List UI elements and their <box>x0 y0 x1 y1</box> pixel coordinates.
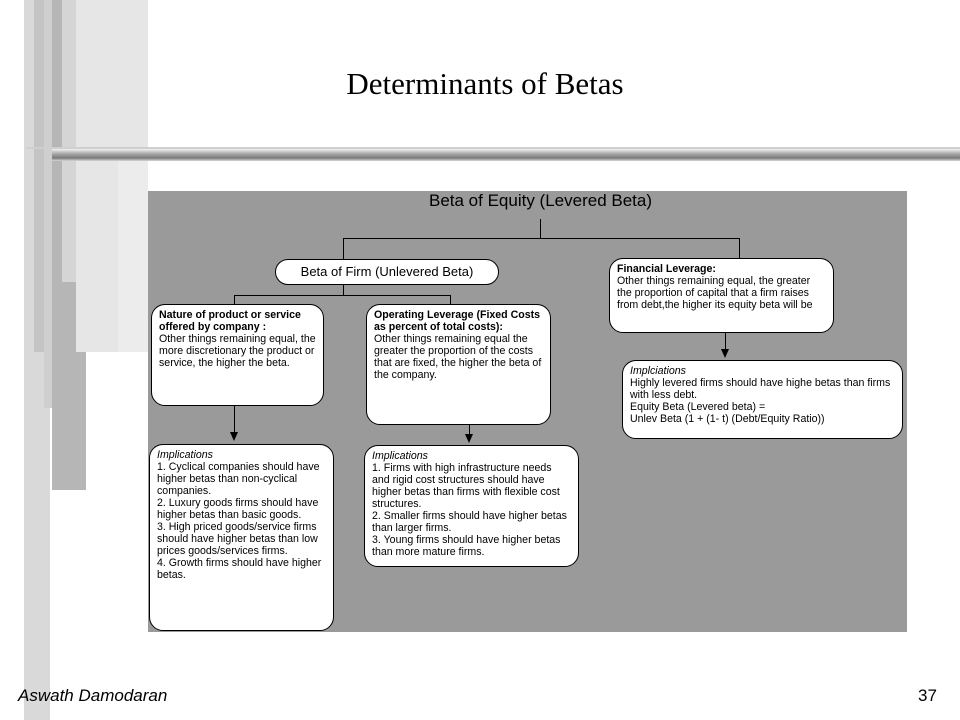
arrow-down <box>465 434 473 443</box>
financial-implications-body: Highly levered firms should have highe betas than firms with less debt. Equity Beta (Levered beta) = Unlev Beta (1 + (1- t) (Debt/Equity Ratio)) <box>630 377 891 425</box>
operating-node <box>366 304 551 425</box>
operating-heading: Operating Leverage (Fixed Costs as percent of total costs): <box>374 309 541 333</box>
connector <box>234 406 235 433</box>
connector <box>343 238 344 260</box>
financial-body: Other things remaining equal, the greater the proportion of capital that a firm raises from debt,the higher its equity beta will be <box>617 275 813 311</box>
diagram-panel <box>148 191 907 632</box>
financial-node <box>609 258 834 333</box>
financial-implications-heading: Implciations <box>630 365 686 377</box>
connector <box>540 219 541 239</box>
nature-body: Other things remaining equal, the more discretionary the product or service, the higher the beta. <box>159 333 316 369</box>
operating-implications-body: 1. Firms with high infrastructure needs and rigid cost structures should have higher betas than firms with flexible cost structures. 2. Smaller firms should have higher betas than larger firms. 3. Young firms should have higher betas than more mature firms. <box>372 462 567 558</box>
operating-body: Other things remaining equal the greater the proportion of the costs that are fixed, the higher the beta of the company. <box>374 333 542 381</box>
arrow-down <box>230 432 238 441</box>
arrow-down <box>721 349 729 358</box>
operating-implications-node <box>364 445 579 567</box>
financial-implications-node <box>622 360 903 439</box>
nature-heading: Nature of product or service offered by company : <box>159 309 301 333</box>
connector <box>343 238 740 239</box>
connector <box>725 332 726 349</box>
operating-implications-heading: Implications <box>372 450 428 462</box>
connector <box>739 238 740 258</box>
root-node: Beta of Equity (Levered Beta) <box>428 191 653 210</box>
divider <box>52 149 960 161</box>
nature-node <box>151 304 324 406</box>
nature-implications-node <box>149 444 334 631</box>
footer-author: Aswath Damodaran <box>18 686 168 705</box>
slide-title: Determinants of Betas <box>346 66 624 101</box>
nature-implications-body: 1. Cyclical companies should have higher betas than non-cyclical companies. 2. Luxury goods firms should have higher betas than basic goods. 3. High priced goods/service firms should have higher betas than low prices goods/services firms. 4. Growth firms should have higher betas. <box>157 461 322 581</box>
financial-heading: Financial Leverage: <box>617 263 716 275</box>
connector <box>234 295 451 296</box>
firm-beta-node: Beta of Firm (Unlevered Beta) <box>275 259 499 285</box>
page-number: 37 <box>918 686 937 705</box>
connector <box>234 295 235 304</box>
decor-bar <box>118 150 148 352</box>
connector <box>469 425 470 434</box>
nature-implications-heading: Implications <box>157 449 213 461</box>
